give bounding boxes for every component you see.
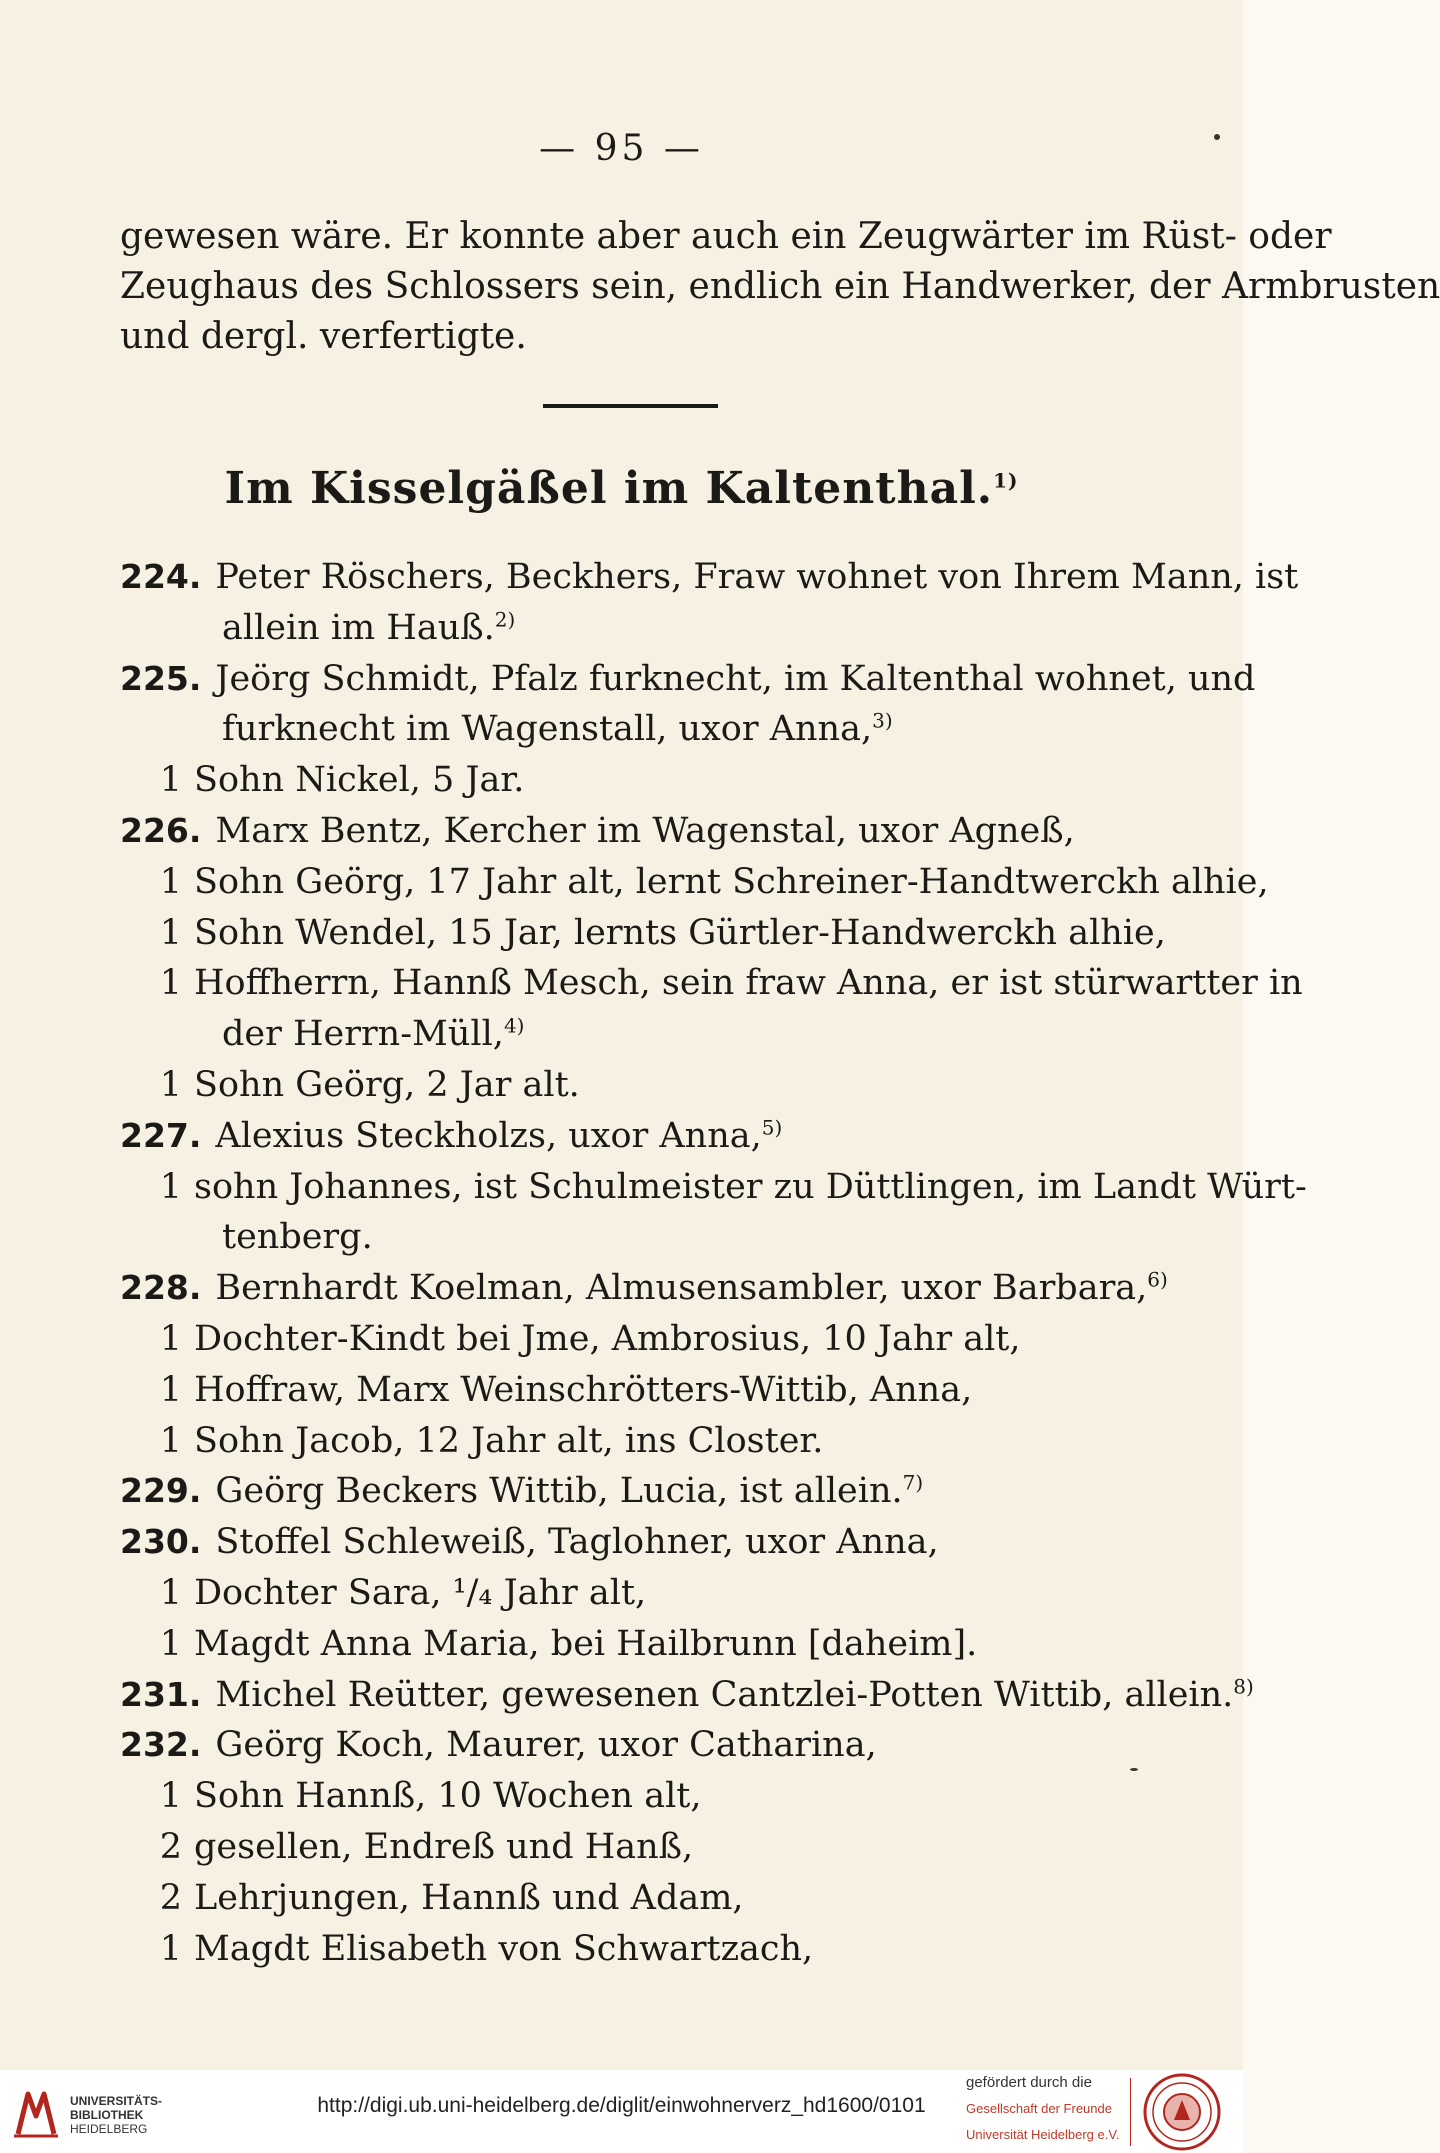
- entry-line: [120, 1517, 1150, 1568]
- sponsor-label: gefördert durch die: [966, 2074, 1092, 2091]
- sponsor-org-line: Universität Heidelberg e.V.: [966, 2127, 1120, 2142]
- paper-speck: [1130, 1768, 1138, 1771]
- entry-line: [120, 857, 1269, 908]
- household-count: 1: [159, 1623, 182, 1664]
- entry-continuation: der Herrn-Müll,: [222, 1014, 504, 1055]
- entry-number: 229.: [120, 1471, 202, 1511]
- section-divider: [543, 404, 718, 408]
- household-count: 1: [159, 1166, 182, 1207]
- footnote-marker: 6): [1147, 1267, 1168, 1292]
- entry-text: Geörg Beckers Wittib, Lucia, ist allein.: [215, 1471, 903, 1512]
- entry-line: [120, 1771, 1150, 1822]
- entry-number: 226.: [120, 810, 202, 850]
- university-seal-icon[interactable]: [1142, 2072, 1222, 2152]
- entry-line: [120, 1720, 1150, 1771]
- footer-divider: [1130, 2078, 1131, 2146]
- intro-line: gewesen wäre. Er konnte aber auch ein Zeugwärter im Rüst- oder: [120, 216, 1332, 257]
- entry-number: 230.: [120, 1522, 202, 1562]
- entry-line: [120, 1822, 1150, 1873]
- household-count: 1: [159, 861, 182, 902]
- library-name-line: BIBLIOTHEK: [70, 2108, 144, 2122]
- sponsor-credit[interactable]: [966, 2074, 1126, 2143]
- entry-line: [120, 1873, 1150, 1924]
- entry-text: Bernhardt Koelman, Almusensambler, uxor Barbara,: [215, 1268, 1148, 1309]
- entry-line: [120, 603, 1150, 654]
- entry-text: Sohn Hannß, 10 Wochen alt,: [194, 1776, 702, 1817]
- entry-text: Magdt Anna Maria, bei Hailbrunn [daheim].: [194, 1623, 978, 1664]
- entry-continuation: allein im Hauß.: [222, 607, 495, 648]
- entry-text: Sohn Nickel, 5 Jar.: [194, 760, 525, 801]
- household-count: 1: [159, 1369, 182, 1410]
- section-title: [0, 463, 1243, 514]
- entry-line: [120, 704, 1150, 755]
- entry-text: gesellen, Endreß und Hanß,: [194, 1826, 694, 1867]
- entry-line: [120, 755, 1150, 806]
- permalink-url[interactable]: http://digi.ub.uni-heidelberg.de/diglit/einwohnerverz_hd1600/0101: [317, 2094, 926, 2117]
- entry-line: [120, 1670, 1254, 1721]
- household-count: 1: [159, 760, 182, 801]
- entry-text: Marx Bentz, Kercher im Wagenstal, uxor Agneß,: [215, 810, 1075, 851]
- sponsor-org-line: Gesellschaft der Freunde: [966, 2101, 1112, 2116]
- entry-text: Magdt Elisabeth von Schwartzach,: [194, 1928, 814, 1969]
- footnote-marker: 2): [494, 607, 516, 632]
- entry-line: [120, 1416, 1150, 1467]
- entry-line: [120, 552, 1299, 603]
- footnote-marker: 3): [872, 708, 893, 733]
- entry-line: [120, 908, 1166, 959]
- entry-text: Jeörg Schmidt, Pfalz furknecht, im Kaltenthal wohnet, und: [215, 658, 1256, 699]
- entry-number: 232.: [120, 1725, 202, 1765]
- footnote-marker: 5): [761, 1115, 783, 1140]
- entry-text: Peter Röschers, Beckhers, Fraw wohnet von Ihrem Mann, ist: [215, 557, 1299, 597]
- page-number: — 95 —: [539, 128, 704, 169]
- paper-speck: [1214, 134, 1220, 140]
- entry-line: [120, 1060, 1150, 1111]
- entry-line: [120, 1466, 1150, 1517]
- household-count: 2: [159, 1877, 182, 1918]
- entry-continuation: tenberg.: [222, 1217, 373, 1258]
- footnote-marker: 4): [503, 1013, 525, 1038]
- household-count: 1: [159, 1318, 182, 1359]
- entry-line: [120, 1924, 1150, 1975]
- entry-text: Sohn Geörg, 2 Jar alt.: [194, 1064, 580, 1105]
- entry-line: [120, 1263, 1168, 1314]
- library-name-line: HEIDELBERG: [70, 2122, 148, 2136]
- entry-line: [120, 958, 1303, 1009]
- household-count: 1: [159, 1420, 182, 1461]
- entry-line: [120, 1314, 1150, 1365]
- entry-number: 225.: [120, 658, 202, 698]
- entry-line: [120, 1111, 1150, 1162]
- entry-line: [120, 1212, 1150, 1263]
- entry-number: 227.: [120, 1115, 202, 1155]
- entry-line: [120, 1365, 1150, 1416]
- entry-number: 224.: [120, 557, 202, 596]
- entry-line: [120, 1619, 1150, 1670]
- entry-text: Sohn Wendel, 15 Jar, lernts Gürtler-Handwerckh alhie,: [194, 912, 1166, 953]
- entry-text: Lehrjungen, Hannß und Adam,: [194, 1877, 744, 1918]
- entry-text: Hoffraw, Marx Weinschrötters-Wittib, Anna,: [194, 1369, 973, 1410]
- resident-entries: [120, 552, 1307, 1974]
- household-count: 1: [159, 1776, 182, 1817]
- entry-line: [120, 1568, 1150, 1619]
- entry-text: Michel Reütter, gewesenen Cantzlei-Potten Wittib, allein.: [215, 1674, 1234, 1715]
- entry-text: Stoffel Schleweiß, Taglohner, uxor Anna,: [215, 1522, 939, 1563]
- entry-number: 228.: [120, 1268, 202, 1308]
- entry-text: Sohn Geörg, 17 Jahr alt, lernt Schreiner-Handtwerckh alhie,: [194, 861, 1269, 902]
- library-name-line: UNIVERSITÄTS-: [70, 2094, 163, 2108]
- entry-text: Hoffherrn, Hannß Mesch, sein fraw Anna, er ist stürwartter in: [194, 963, 1303, 1004]
- footnote-marker: 7): [902, 1470, 924, 1495]
- entry-line: [120, 1009, 1150, 1060]
- household-count: 1: [159, 1064, 182, 1105]
- intro-line: Zeughaus des Schlossers sein, endlich ein Handwerker, der Armbrusten: [120, 266, 1440, 307]
- entry-continuation: furknecht im Wagenstall, uxor Anna,: [222, 709, 873, 750]
- household-count: 1: [159, 1572, 182, 1613]
- household-count: 1: [159, 963, 182, 1004]
- entry-line: [120, 806, 1150, 857]
- entry-text: Sohn Jacob, 12 Jahr alt, ins Closter.: [194, 1420, 824, 1461]
- section-title-text: Im Kisselgäßel im Kaltenthal.: [224, 463, 994, 514]
- household-count: 1: [159, 912, 182, 953]
- entry-text: Dochter Sara, ¹/₄ Jahr alt,: [194, 1572, 647, 1613]
- entry-line: [120, 654, 1256, 705]
- household-count: 1: [159, 1928, 182, 1969]
- entry-text: Dochter-Kindt bei Jme, Ambrosius, 10 Jahr alt,: [194, 1318, 1021, 1359]
- intro-paragraph: [120, 212, 1440, 362]
- footnote-marker: 1): [993, 468, 1019, 493]
- entry-text: sohn Johannes, ist Schulmeister zu Düttlingen, im Landt Würt-: [194, 1166, 1307, 1207]
- footnote-marker: 8): [1233, 1673, 1254, 1698]
- intro-line: und dergl. verfertigte.: [120, 316, 527, 357]
- household-count: 2: [159, 1826, 182, 1867]
- entry-text: Geörg Koch, Maurer, uxor Catharina,: [215, 1725, 877, 1766]
- entry-number: 231.: [120, 1674, 202, 1714]
- entry-text: Alexius Steckholzs, uxor Anna,: [215, 1115, 762, 1156]
- entry-line: [120, 1162, 1307, 1213]
